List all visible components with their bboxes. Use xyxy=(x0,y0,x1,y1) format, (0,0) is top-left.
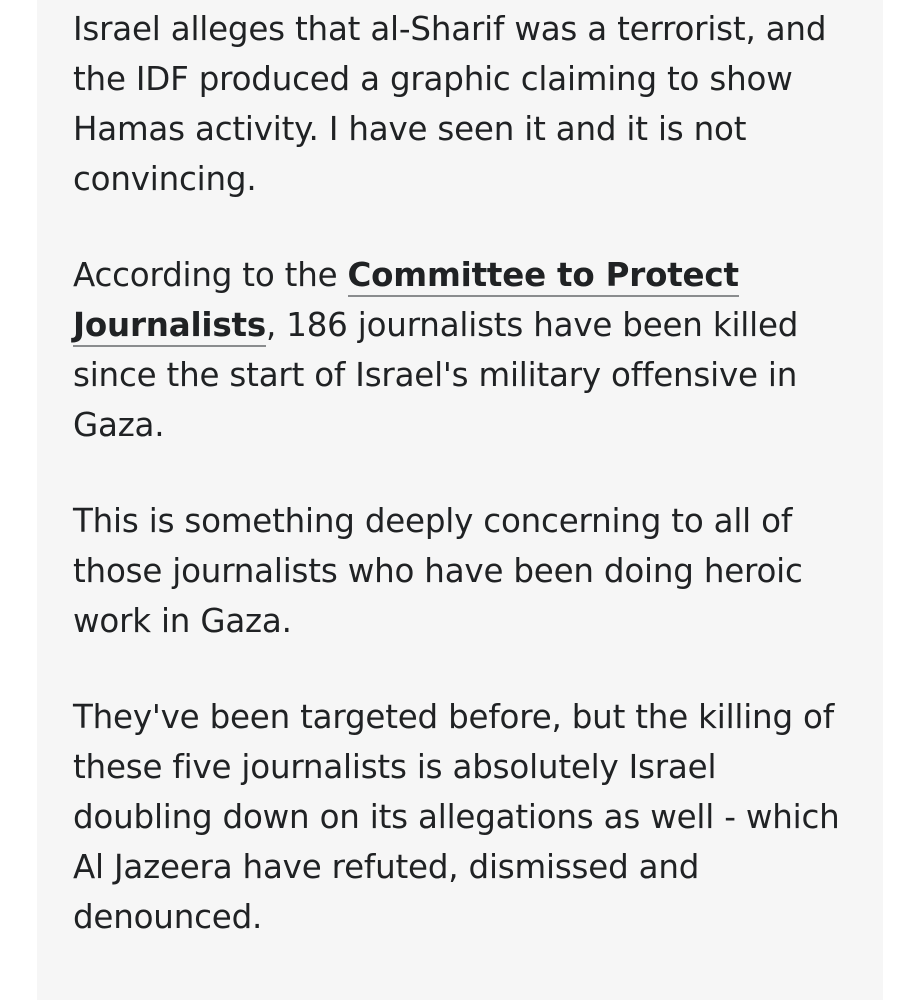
paragraph-3: This is something deeply concerning to all of those journalists who have been doing heroic work in Gaza. xyxy=(73,502,803,640)
paragraph-4: They've been targeted before, but the killing of these five journalists is absolutely Israel doubling down on its allegations as well - which Al Jazeera have refuted, dismissed and denounced. xyxy=(73,698,840,936)
paragraph-2 xyxy=(73,250,843,450)
committee-to-protect-journalists-link[interactable]: Committee to Protect Journalists xyxy=(73,256,739,347)
paragraph-2-lead-text: According to the xyxy=(73,256,348,294)
article-body xyxy=(73,4,843,988)
paragraph-2-trailing-text: , 186 journalists have been killed since the start of Israel's military offensive in Gaza. xyxy=(73,306,799,444)
paragraph-1: Israel alleges that al-Sharif was a terrorist, and the IDF produced a graphic claiming to show Hamas activity. I have seen it and it is not convincing. xyxy=(73,10,827,198)
article-panel xyxy=(37,0,883,1000)
